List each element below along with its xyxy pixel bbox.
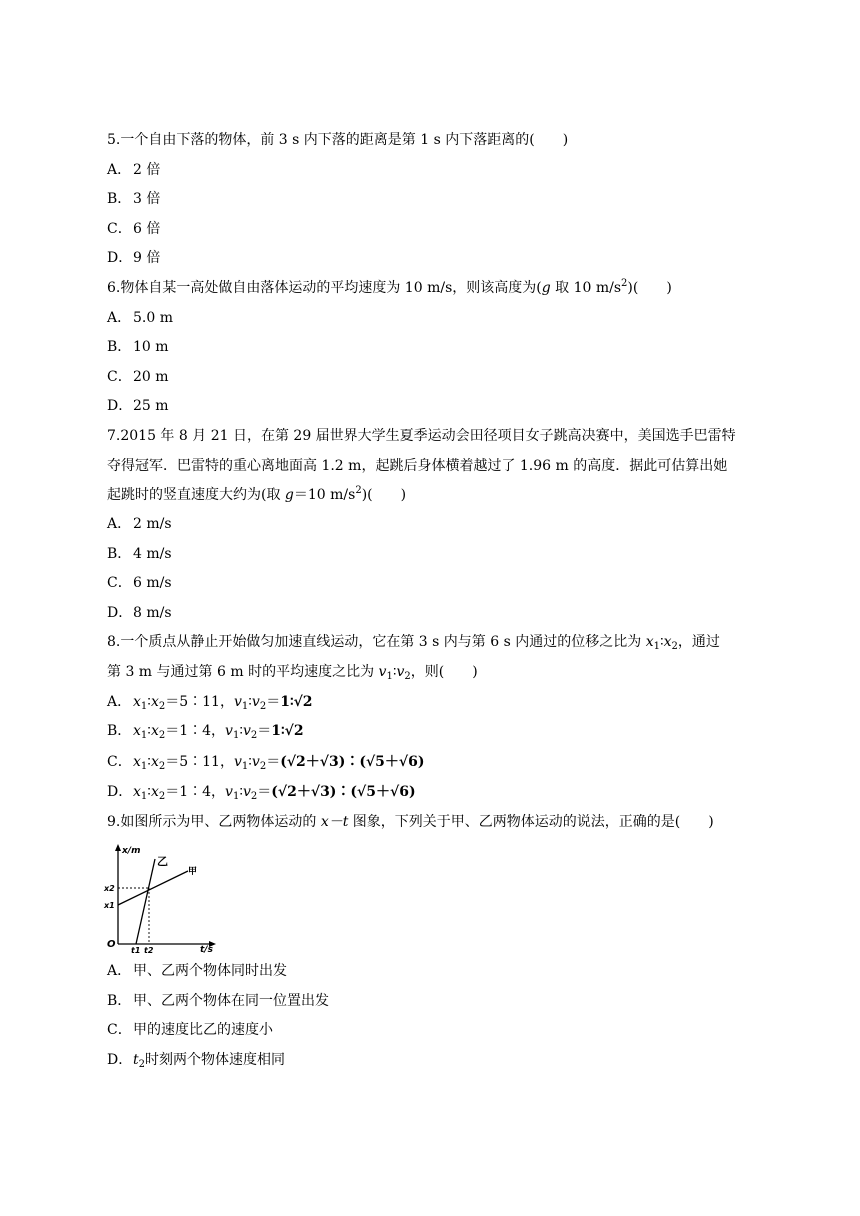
q5-option-b: B． 3 倍 <box>107 191 161 207</box>
q7-stem-line1: 7.2015 年 8 月 21 日，在第 29 届世界大学生夏季运动会田径项目女子跳高决赛中，美国选手巴雷特 <box>107 428 736 444</box>
x-axis-label: t/s <box>200 945 213 954</box>
jia-label: 甲 <box>188 867 198 877</box>
q6-option-a: A． 5.0 m <box>107 310 173 326</box>
q8-stem-line1: 8.一个质点从静止开始做匀加速直线运动，它在第 3 s 内与第 6 s 内通过的位移之比为 $x_1∶x_2$，通过 <box>107 634 720 652</box>
jia-line <box>118 871 188 905</box>
y-axis-arrow <box>115 844 121 851</box>
q9-option-a: A． 甲、乙两个物体同时出发 <box>107 963 287 979</box>
x2-label: x2 <box>104 884 115 893</box>
q6-stem: 6.物体自某一高处做自由落体运动的平均速度为 10 m/s，则该高度为(g 取 10 $m/s^2$)( ) <box>107 278 672 296</box>
q7-option-a: A． 2 m/s <box>107 516 172 532</box>
q8-option-d: D．$x_1∶x_2=1∶4$，$v_1∶v_2=(√2+√3)∶(√5+√6)$ <box>107 784 416 802</box>
q7-option-b: B． 4 m/s <box>107 546 172 562</box>
q8-option-b: B． $x_1∶x_2=1∶4$，$v_1∶v_2=1∶√2$ <box>107 723 304 741</box>
q8-option-c: C．$x_1∶x_2=5∶11$，$v_1∶v_2=(√2+√3)∶(√5+√6)$ <box>107 754 425 772</box>
q6-option-b: B． 10 m <box>107 339 169 355</box>
q9-stem: 9.如图所示为甲、乙两物体运动的 x－t 图象，下列关于甲、乙两物体运动的说法，正确的是( ) <box>107 814 714 830</box>
q5-option-c: C．6 倍 <box>107 221 161 237</box>
q5-option-a: A． 2 倍 <box>107 162 161 178</box>
q8-option-a: A． $x_1∶x_2=5∶11$，$v_1∶v_2=1∶√2$ <box>107 694 313 712</box>
q6-option-d: D．25 m <box>107 398 169 414</box>
x1-label: x1 <box>104 901 115 910</box>
t2-label: t2 <box>144 946 154 954</box>
q7-stem-line2: 夺得冠军．巴雷特的重心离地面高 1.2 m，起跳后身体横着越过了 1.96 m 的高度．据此可估算出她 <box>107 458 728 474</box>
q9-option-d: D．$t_2$时刻两个物体速度相同 <box>107 1052 286 1070</box>
q8-stem-line2: 第 3 m 与通过第 6 m 时的平均速度之比为 $v_1∶v_2$，则( ) <box>107 664 478 682</box>
t1-label: t1 <box>131 946 141 954</box>
q7-stem-line3: 起跳时的竖直速度大约为(取 g＝10 $m/s^2$)( ) <box>107 485 407 503</box>
y-axis-label: x/m <box>122 846 141 856</box>
origin-label: O <box>107 939 116 950</box>
xt-graph <box>100 840 220 954</box>
yi-line <box>136 859 155 944</box>
q9-option-c: C．甲的速度比乙的速度小 <box>107 1022 273 1038</box>
q7-option-d: D．8 m/s <box>107 605 172 621</box>
q5-stem: 5.一个自由下落的物体，前 3 s 内下落的距离是第 1 s 内下落距离的( ) <box>107 132 569 148</box>
q9-option-b: B． 甲、乙两个物体在同一位置出发 <box>107 993 329 1009</box>
q7-option-c: C．6 m/s <box>107 575 172 591</box>
q6-option-c: C．20 m <box>107 369 169 385</box>
yi-label: 乙 <box>157 855 168 868</box>
q5-option-d: D．9 倍 <box>107 250 161 266</box>
